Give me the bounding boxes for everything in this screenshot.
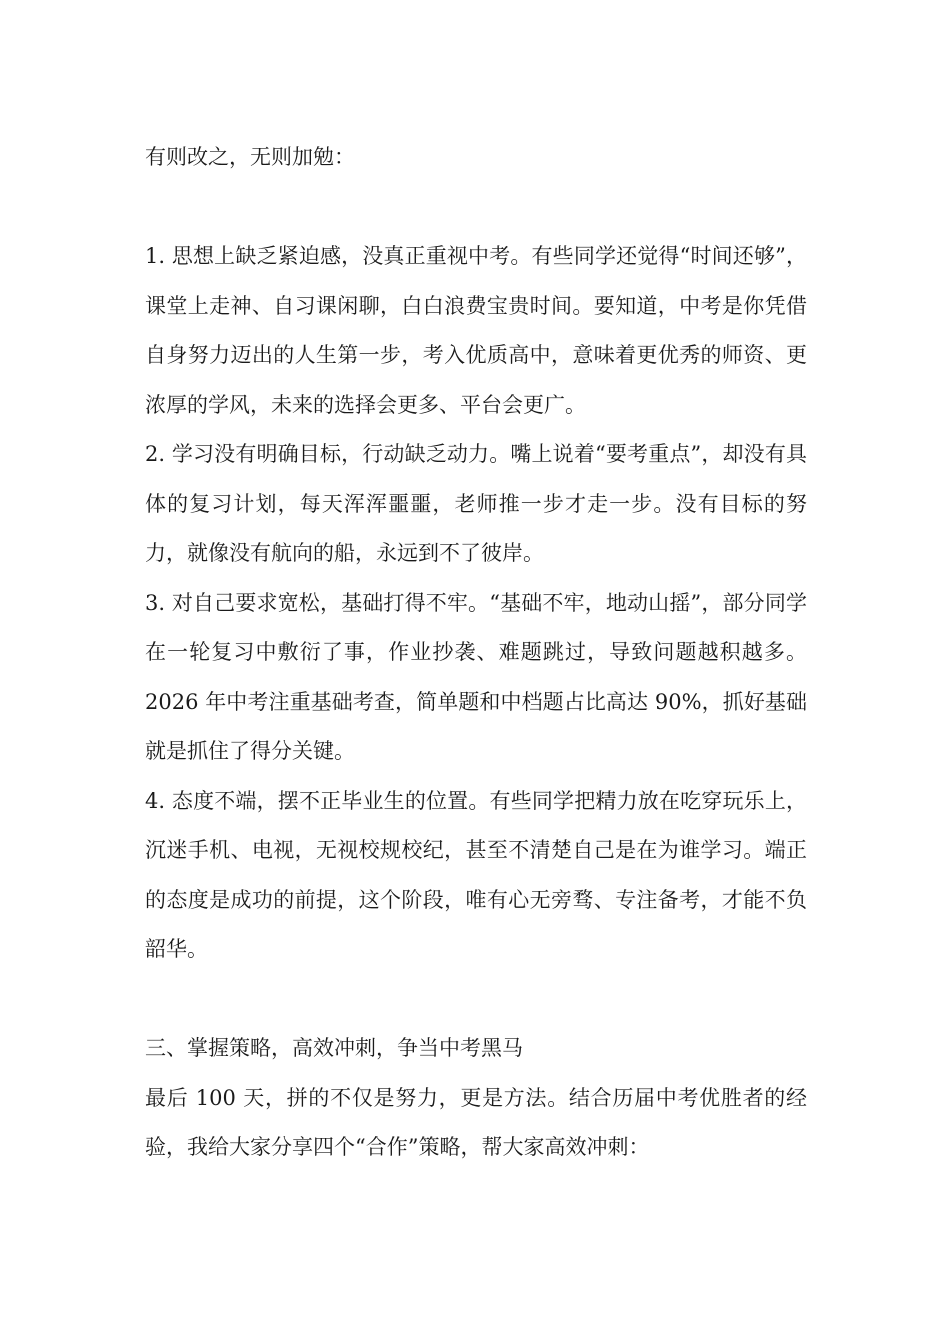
problem-paragraph-1: 1. 思想上缺乏紧迫感，没真正重视中考。有些同学还觉得“时间还够”，课堂上走神、自习课闲聊，白白浪费宝贵时间。要知道，中考是你凭借自身努力迈出的人生第一步，考入优质高中，意味着更优秀的师资、更浓厚的学风，未来的选择会更多、平台会更广。 — [145, 244, 807, 417]
paragraph-gap — [145, 183, 807, 233]
problem-paragraph-3: 3. 对自己要求宽松，基础打得不牢。“基础不牢，地动山摇”，部分同学在一轮复习中敷衍了事，作业抄袭、难题跳过，导致问题越积越多。2026 年中考注重基础考查，简单题和中档题占比高达 90%，抓好基础就是抓住了得分关键。 — [145, 590, 807, 763]
paragraph-gap — [145, 975, 807, 1025]
problem-paragraph-2: 2. 学习没有明确目标，行动缺乏动力。嘴上说着“要考重点”，却没有具体的复习计划，每天浑浑噩噩，老师推一步才走一步。没有目标的努力，就像没有航向的船，永远到不了彼岸。 — [145, 442, 807, 565]
section-body-paragraph: 最后 100 天，拼的不仅是努力，更是方法。结合历届中考优胜者的经验，我给大家分享四个“合作”策略，帮大家高效冲刺： — [145, 1085, 807, 1159]
intro-paragraph: 有则改之，无则加勉： — [145, 145, 355, 169]
problem-paragraph-4: 4. 态度不端，摆不正毕业生的位置。有些同学把精力放在吃穿玩乐上，沉迷手机、电视，无视校规校纪，甚至不清楚自己是在为谁学习。端正的态度是成功的前提，这个阶段，唯有心无旁骛、专注备考，才能不负韶华。 — [145, 788, 807, 961]
document-body — [145, 133, 807, 1173]
section-heading: 三、掌握策略，高效冲刺，争当中考黑马 — [145, 1036, 523, 1060]
